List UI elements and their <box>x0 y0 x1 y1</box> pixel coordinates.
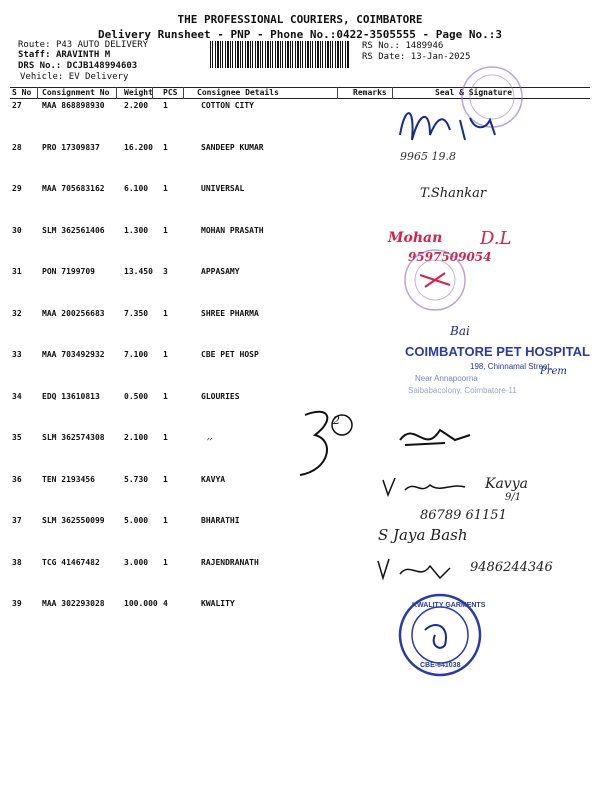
row-consignee: KAVYA <box>201 474 226 484</box>
table-row <box>10 182 590 224</box>
row-sno: 34 <box>12 391 22 401</box>
row-consignment: PRO 17309837 <box>42 142 100 152</box>
stamp-cbe-pet-addr1: 198, Chinnamal Street, <box>470 362 552 371</box>
handwriting-row-37-phone: 86789 61151 <box>420 508 507 523</box>
row-consignment: SLM 362561406 <box>42 225 105 235</box>
rs-date-line <box>362 52 470 62</box>
col-weight: Weight <box>122 88 161 99</box>
row-consignee: GLOURIES <box>201 391 240 401</box>
handwriting-row-30-mark: D.L <box>480 228 512 249</box>
handwriting-row-30-name: Mohan <box>388 230 443 246</box>
col-consignee: Consignee Details <box>195 88 351 99</box>
route-value: P43 AUTO DELIVERY <box>55 40 149 50</box>
vehicle-value: EV Delivery <box>68 72 129 82</box>
row-consignee: KWALITY <box>201 599 235 608</box>
row-sno: 32 <box>12 308 22 318</box>
row-consignment: MAA 200256683 <box>42 308 105 318</box>
header-divider <box>337 87 338 99</box>
row-consignment: EDQ 13610813 <box>42 391 100 401</box>
row-consignment: TCG 41467482 <box>42 557 100 567</box>
row-pcs: 1 <box>163 391 168 401</box>
row-weight: 5.000 <box>124 516 149 525</box>
rs-date-label: RS Date: <box>362 52 406 62</box>
row-pcs: 1 <box>163 225 168 235</box>
row-sno: 31 <box>12 267 22 276</box>
row-weight: 7.100 <box>124 350 149 359</box>
handwriting-row-29: T.Shankar <box>420 186 487 201</box>
row-consignee: APPASAMY <box>201 267 240 276</box>
mark-row-35 <box>290 400 370 490</box>
company-title: THE PROFESSIONAL COURIERS, COIMBATORE <box>177 13 423 26</box>
drs-value: DCJB148994603 <box>66 61 138 71</box>
staff-value: ARAVINTH M <box>55 50 111 60</box>
row-consignee: SANDEEP KUMAR <box>201 142 264 152</box>
col-remarks: Remarks <box>351 88 410 99</box>
row-weight: 16.200 <box>124 142 153 152</box>
handwriting-row-33-top: Bai <box>450 324 470 338</box>
row-pcs: 1 <box>163 184 168 193</box>
row-sno: 39 <box>12 599 22 608</box>
row-sno: 28 <box>12 142 22 152</box>
stamp-kwality-pin: CBE-641038 <box>420 662 461 669</box>
header-divider <box>116 87 117 99</box>
row-sno: 27 <box>12 101 22 110</box>
row-weight: 100.000 <box>124 599 158 608</box>
handwriting-row-36-date: 9/1 <box>505 492 522 503</box>
col-pcs: PCS <box>161 88 195 99</box>
stamp-cbe-pet-addr3: Saibabacolony, Coimbatore-11 <box>408 386 517 395</box>
handwriting-row-30-phone: 9597509054 <box>408 250 492 264</box>
vehicle-line <box>20 72 128 82</box>
row-weight: 7.350 <box>124 308 149 318</box>
drs-line <box>18 61 137 71</box>
handwriting-row-33-note: Prem <box>540 366 567 377</box>
stamp-cbe-pet-addr2: Near Annapoorna <box>415 374 478 383</box>
table-row <box>10 307 590 349</box>
route-label: Route: <box>18 40 51 50</box>
row-consignment: MAA 868898930 <box>42 101 105 110</box>
header-divider <box>183 87 184 99</box>
signature-row-36 <box>380 475 470 500</box>
row-sno: 29 <box>12 184 22 193</box>
row-weight: 13.450 <box>124 267 153 276</box>
row-pcs: 1 <box>163 350 168 359</box>
row-sno: 33 <box>12 350 22 359</box>
row-pcs: 1 <box>163 433 168 442</box>
signature-row-27 <box>390 100 510 150</box>
row-consignee: MOHAN PRASATH <box>201 225 264 235</box>
runsheet-title: Delivery Runsheet - PNP - Phone No.:0422-3505555 - Page No.:3 <box>98 28 502 41</box>
row-weight: 5.730 <box>124 474 149 484</box>
handwriting-row-36: Kavya <box>485 476 528 492</box>
row-weight: 2.200 <box>124 101 149 110</box>
col-signature: Seal & Signature <box>410 88 590 99</box>
row-consignment: TEN 2193456 <box>42 474 95 484</box>
signature-row-38 <box>375 556 455 586</box>
route-line <box>18 40 148 50</box>
stamp-kwality-name: KWALITY GARMENTS <box>412 602 486 609</box>
row-weight: 6.100 <box>124 184 149 193</box>
row-sno: 38 <box>12 557 22 567</box>
row-consignee: RAJENDRANATH <box>201 557 259 567</box>
row-pcs: 4 <box>163 599 168 608</box>
rs-no-line <box>362 41 443 51</box>
row-sno: 36 <box>12 474 22 484</box>
signature-row-35 <box>395 415 475 460</box>
row-sno: 30 <box>12 225 22 235</box>
row-weight: 1.300 <box>124 225 149 235</box>
row-consignment: MAA 703492932 <box>42 350 105 359</box>
row-consignment: SLM 362550099 <box>42 516 105 525</box>
table-row <box>10 597 590 639</box>
staff-label: Staff: <box>18 50 51 60</box>
row-consignee: UNIVERSAL <box>201 184 245 193</box>
row-consignment: MAA 302293028 <box>42 599 105 608</box>
handwriting-row-28: 9965 19.8 <box>400 150 456 163</box>
purple-round-stamp <box>395 245 475 315</box>
row-pcs: 1 <box>163 474 168 484</box>
row-pcs: 1 <box>163 101 168 110</box>
handwriting-row-37-name: S Jaya Bash <box>378 526 468 544</box>
row-pcs: 1 <box>163 557 168 567</box>
row-consignee: SHREE PHARMA <box>201 308 259 318</box>
rs-date-value: 13-Jan-2025 <box>410 52 471 62</box>
rs-no-value: 1489946 <box>405 41 444 51</box>
row-pcs: 1 <box>163 142 168 152</box>
row-consignment: PON 7199709 <box>42 267 95 276</box>
row-remarks <box>351 348 410 390</box>
row-sno: 35 <box>12 433 22 442</box>
row-pcs: 3 <box>163 267 168 276</box>
vehicle-label: Vehicle: <box>20 72 64 82</box>
mark-row-35-circle: 2 <box>333 414 340 427</box>
row-consignee: COTTON CITY <box>201 101 254 110</box>
handwriting-row-38-phone: 9486244346 <box>470 560 553 575</box>
barcode <box>210 41 350 68</box>
row-consignment: SLM 362574308 <box>42 433 105 442</box>
row-pcs: 1 <box>163 308 168 318</box>
header-divider <box>392 87 393 99</box>
row-pcs: 1 <box>163 516 168 525</box>
stamp-cbe-pet-name: COIMBATORE PET HOSPITAL <box>405 344 590 359</box>
header-divider <box>37 87 38 99</box>
header-divider <box>152 87 153 99</box>
tick-row-35: ′′ <box>207 436 213 450</box>
row-consignment: MAA 705683162 <box>42 184 105 193</box>
row-consignee: BHARATHI <box>201 516 240 525</box>
col-sno: S No <box>10 88 40 99</box>
rs-no-label: RS No.: <box>362 41 400 51</box>
row-weight: 0.500 <box>124 391 149 401</box>
row-weight: 2.100 <box>124 433 149 442</box>
table-row <box>10 265 590 307</box>
row-consignee: CBE PET HOSP <box>201 350 259 359</box>
col-consignment: Consignment No <box>40 88 122 99</box>
row-weight: 3.000 <box>124 557 149 567</box>
drs-label: DRS No.: <box>18 61 62 71</box>
staff-line <box>18 50 110 60</box>
row-remarks <box>351 182 410 224</box>
row-sno: 37 <box>12 516 22 525</box>
